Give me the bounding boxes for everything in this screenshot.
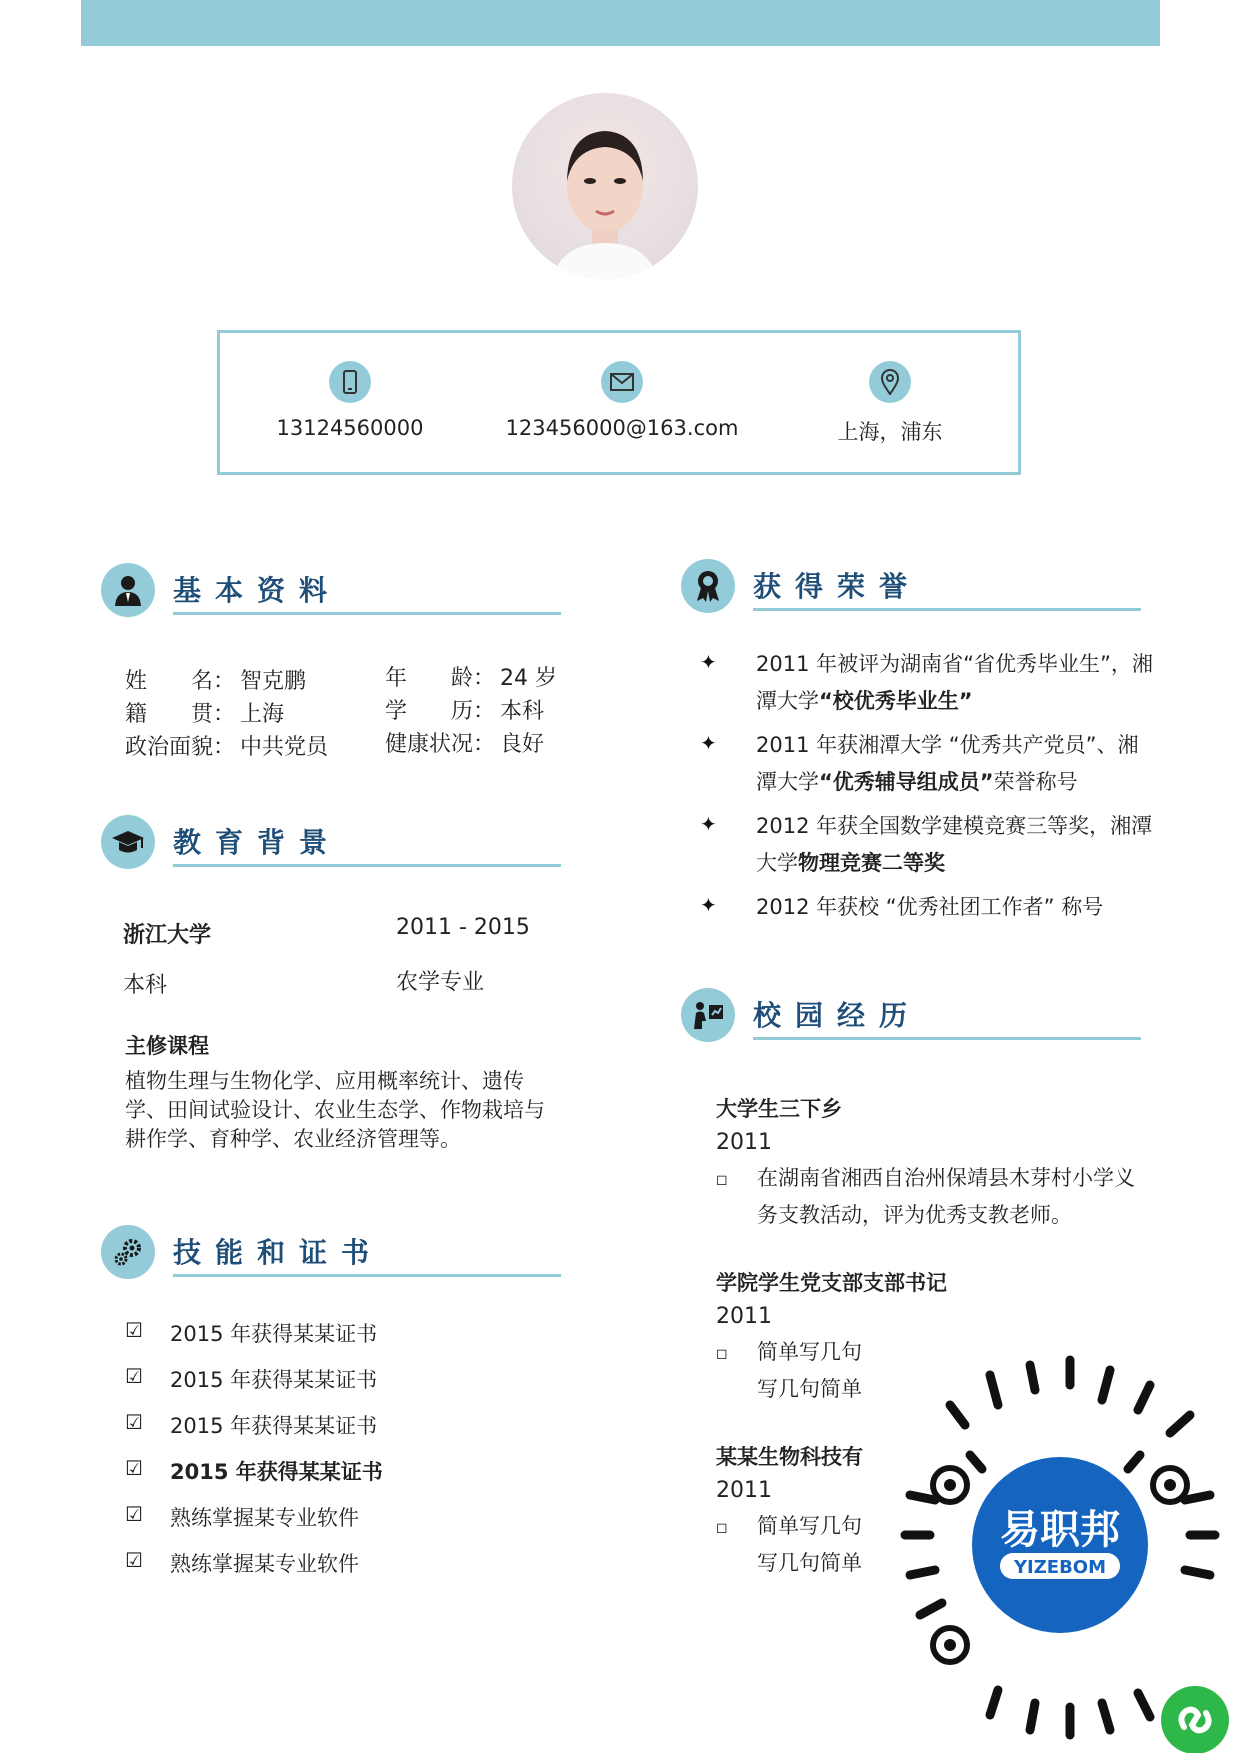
campus-item-year: 2011 [716, 1478, 772, 1503]
graduation-cap-icon [101, 815, 155, 869]
courses-label: 主修课程 [125, 1034, 209, 1058]
campus-item-title: 某某生物科技有 [716, 1445, 863, 1469]
campus-item-title: 学院学生党支部支部书记 [716, 1271, 947, 1295]
square-bullet-icon: ◻ [716, 1346, 728, 1362]
checkbox-icon: ☑ [125, 1318, 143, 1342]
phone-icon [329, 361, 371, 403]
qr-brand-cn: 易职邦 [1000, 1507, 1120, 1553]
checkbox-icon: ☑ [125, 1548, 143, 1572]
top-banner [81, 0, 1160, 46]
name-label: 姓 名： [125, 669, 236, 694]
honors-title: 获得荣誉 [753, 570, 922, 603]
politics-label: 政治面貌： [125, 735, 236, 760]
user-icon [101, 563, 155, 617]
skill-item: 熟练掌握某专业软件 [170, 1506, 359, 1530]
mini-program-qr-code[interactable] [870, 1345, 1239, 1753]
skill-item: 2015 年获得某某证书 [170, 1322, 378, 1346]
campus-title: 校园经历 [753, 999, 922, 1032]
star-bullet-icon: ✦ [700, 812, 717, 836]
basic-info-header [101, 563, 561, 625]
checkbox-icon: ☑ [125, 1456, 143, 1480]
skills-title: 技能和证书 [173, 1236, 384, 1269]
star-bullet-icon: ✦ [700, 731, 717, 755]
section-underline [753, 1037, 1141, 1040]
campus-item-desc: 在湖南省湘西自治州保靖县木芽村小学义 务支教活动，评为优秀支教老师。 [757, 1166, 1135, 1227]
politics-value: 中共党员 [240, 735, 329, 760]
checkbox-icon: ☑ [125, 1502, 143, 1526]
mail-icon [601, 361, 643, 403]
contact-email [492, 333, 752, 472]
honor-text: 2011 年被评为湖南省“省优秀毕业生”，湘潭大学“校优秀毕业生” [756, 652, 1153, 713]
contact-box [217, 330, 1021, 475]
skill-item: 2015 年获得某某证书 [170, 1368, 378, 1392]
education-title: 教育背景 [173, 826, 342, 859]
section-underline [173, 612, 561, 615]
degree-label: 学 历： [385, 699, 496, 724]
campus-item-year: 2011 [716, 1130, 772, 1155]
star-bullet-icon: ✦ [700, 650, 717, 674]
education-major: 农学专业 [396, 970, 485, 995]
skill-item: 2015 年获得某某证书 [170, 1460, 383, 1484]
campus-item-year: 2011 [716, 1304, 772, 1329]
presentation-icon [681, 988, 735, 1042]
honor-text: 2012 年获校 “优秀社团工作者” 称号 [756, 895, 1104, 919]
square-bullet-icon: ◻ [716, 1172, 728, 1188]
contact-location [760, 333, 1020, 472]
square-bullet-icon: ◻ [716, 1520, 728, 1536]
checkbox-icon: ☑ [125, 1410, 143, 1434]
degree-value: 本科 [500, 699, 545, 724]
health-value: 良好 [500, 732, 545, 757]
skill-item: 熟练掌握某专业软件 [170, 1552, 359, 1576]
campus-item-desc: 简单写几句 写几句简单 [757, 1340, 862, 1401]
gears-icon [101, 1225, 155, 1279]
campus-header [681, 988, 1141, 1050]
profile-photo [512, 93, 698, 279]
school-period: 2011 - 2015 [396, 915, 530, 940]
award-medal-icon [681, 559, 735, 613]
name-value: 智克鹏 [240, 669, 307, 694]
skills-header [101, 1225, 561, 1287]
education-header [101, 815, 561, 877]
location-pin-icon [869, 361, 911, 403]
campus-item-title: 大学生三下乡 [716, 1097, 842, 1121]
section-underline [753, 608, 1141, 611]
basic-info-title: 基本资料 [173, 574, 342, 607]
honor-text: 2011 年获湘潭大学 “优秀共产党员”、湘潭大学“优秀辅导组成员”荣誉称号 [756, 733, 1139, 794]
section-underline [173, 1274, 561, 1277]
email-address: 123456000@163.com [505, 416, 739, 440]
origin-value: 上海 [240, 702, 285, 727]
checkbox-icon: ☑ [125, 1364, 143, 1388]
skill-item: 2015 年获得某某证书 [170, 1414, 378, 1438]
campus-item-desc: 简单写几句 写几句简单 [757, 1514, 862, 1575]
origin-label: 籍 贯： [125, 702, 236, 727]
qr-brand-en: YIZEBOM [1013, 1557, 1107, 1578]
location-text: 上海，浦东 [837, 420, 943, 444]
contact-phone [220, 333, 480, 472]
age-value: 24 岁 [500, 666, 557, 691]
phone-number: 13124560000 [276, 416, 424, 440]
honor-text: 2012 年获全国数学建模竞赛三等奖，湘潭大学物理竞赛二等奖 [756, 814, 1153, 875]
section-underline [173, 864, 561, 867]
school-name: 浙江大学 [123, 923, 212, 948]
honors-header [681, 559, 1141, 621]
health-label: 健康状况： [385, 732, 496, 757]
star-bullet-icon: ✦ [700, 893, 717, 917]
courses-text: 植物生理与生物化学、应用概率统计、遗传学、田间试验设计、农业生态学、作物栽培与耕作学、育种学、农业经济管理等。 [125, 1069, 545, 1151]
education-degree: 本科 [123, 973, 168, 998]
age-label: 年 龄： [385, 666, 496, 691]
